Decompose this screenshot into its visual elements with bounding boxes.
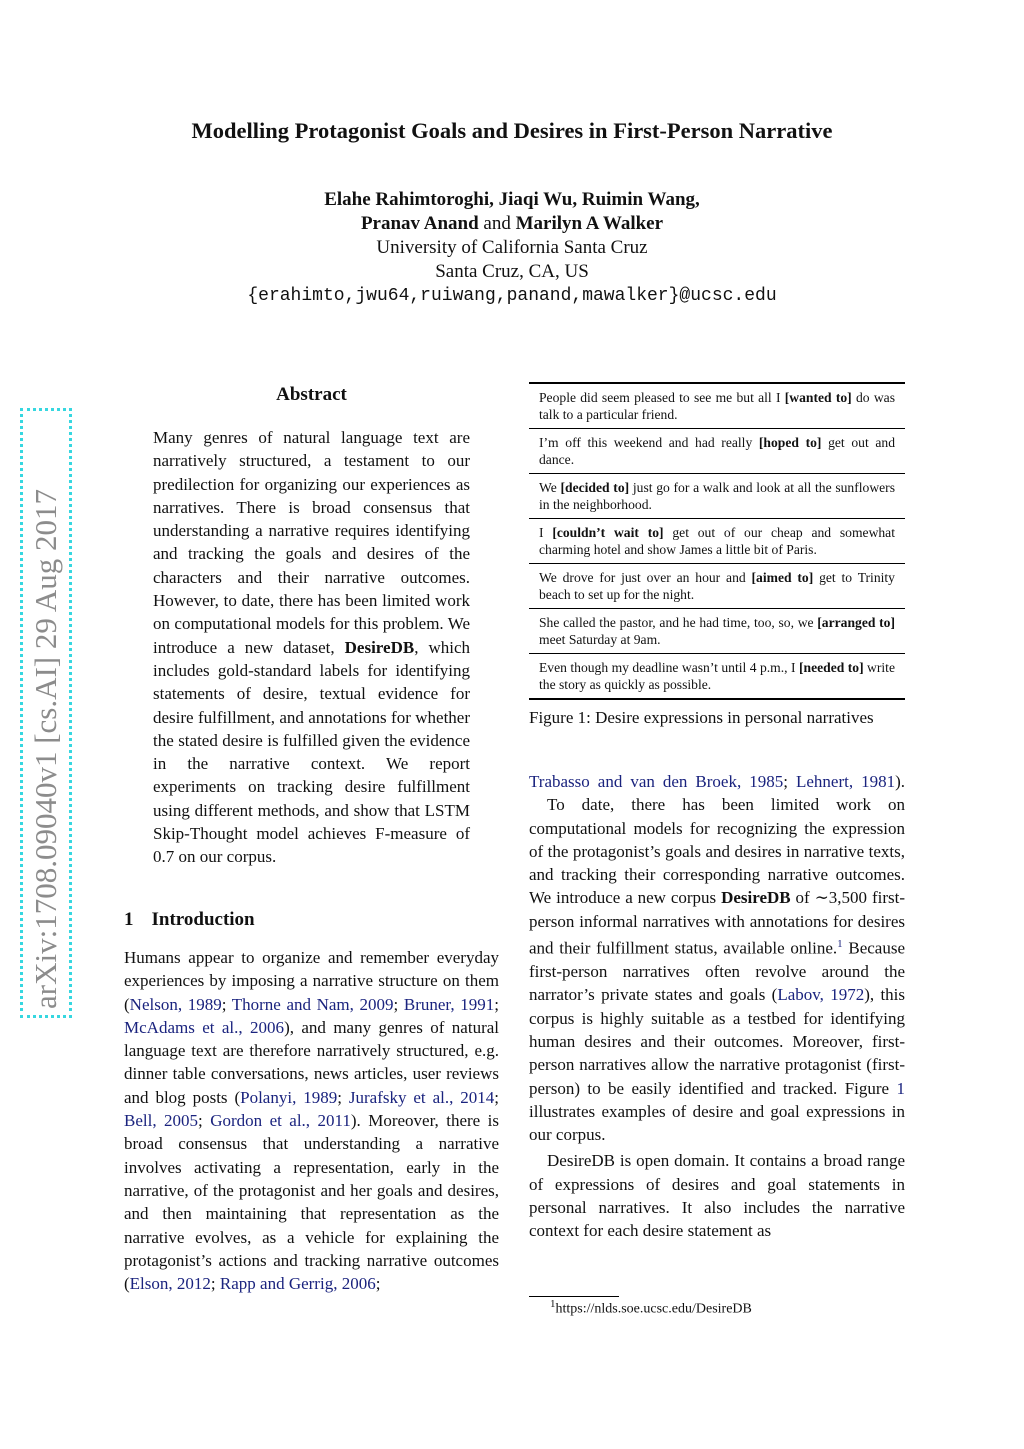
citation-link[interactable]: Elson, 2012 — [129, 1274, 211, 1294]
table-row — [529, 474, 905, 519]
paragraph: DesireDB is open domain. It contains a broad range of expressions of desires and goal statements in personal narratives. It also includes the narrative context for each desire statement as — [529, 1151, 905, 1241]
section-title: Introduction — [151, 909, 255, 930]
desire-phrase: [needed to] — [798, 660, 864, 675]
table-row — [529, 519, 905, 564]
table-row — [529, 383, 905, 429]
text-fragment: of ∼3,500 first-person informal narratives with annotations for desires and their fulfillment status, available online. — [529, 888, 905, 958]
citation-link[interactable]: Polanyi, 1989 — [240, 1087, 338, 1107]
section-heading-introduction — [124, 909, 255, 931]
table-cell: I’m off this weekend and had really [hoped to] get out and dance. — [529, 429, 905, 474]
authors-line-2 — [0, 212, 1024, 236]
citation-link[interactable]: Trabasso and van den Broek, 1985 — [529, 772, 784, 791]
author-pranav: Pranav Anand — [360, 213, 479, 234]
text-fragment: ), this corpus is highly suitable as a testbed for identifying human desires and their outcomes. Moreover, first-person narratives allow the narrative protagonist (first-person) to be easily identified and tracked. Figure — [529, 985, 906, 1098]
intro-paragraph: Humans appear to organize and remember everyday experiences by imposing a narrative structure on them (Nelson, 1989; Thorne and Nam, 2009; Bruner, 1991; McAdams et al., 2006), and many genres of natural language text are therefore narratively structured, e.g. dinner table conversations, news articles, user reviews and blog posts (Polanyi, 1989; Jurafsky et al., 2014; Bell, 2005; Gordon et al., 2011). Moreover, there is broad consensus that understanding a narrative involves activating a representation, early in the narrative, of the protagonist and her goals and desires, and then maintaining that representation as the narrative evolves, as a vehicle for explaining the protagonist’s actions and tracking narrative outcomes (Elson, 2012; Rapp and Gerrig, 2006; — [124, 948, 500, 1294]
desire-phrase: [decided to] — [560, 480, 630, 495]
intro-text-end: ; — [375, 1274, 381, 1294]
desire-phrase: [couldn’t wait to] — [552, 525, 664, 540]
text-fragment: ). — [895, 772, 906, 791]
table-cell: We drove for just over an hour and [aimed to] get to Trinity beach to set up for the night. — [529, 564, 905, 609]
desire-phrase: [wanted to] — [784, 390, 852, 405]
table-row — [529, 609, 905, 654]
desire-phrase: [aimed to] — [751, 570, 814, 585]
table-row — [529, 654, 905, 700]
and-word: and — [483, 213, 511, 234]
text-fragment: illustrates examples of desire and goal expressions in our corpus. — [529, 1101, 905, 1145]
desire-phrase: [hoped to] — [758, 435, 822, 450]
desire-phrase: [arranged to] — [817, 615, 895, 630]
desire-examples-table — [529, 382, 905, 700]
text-fragment: To date, there has been limited work on computational models for recognizing the expression of the protagonist’s goals and desires in narrative texts, and tracking their corresponding narrative outcomes. We introduce a new corpus — [529, 795, 905, 908]
footnote-mark: 1 — [550, 1298, 556, 1310]
footnote — [550, 1298, 752, 1318]
paper-title: Modelling Protagonist Goals and Desires in First-Person Narrative — [191, 118, 833, 143]
dataset-name: DesireDB — [344, 637, 415, 657]
abstract-heading: Abstract — [276, 384, 347, 405]
footnote-url[interactable]: https://nlds.soe.ucsc.edu/DesireDB — [555, 1301, 752, 1317]
intro-text-1: Humans appear to organize and remember everyday experiences by imposing a narrative structure on them ( — [124, 948, 499, 1014]
affiliation: University of California Santa Cruz — [376, 237, 648, 258]
figure-ref[interactable]: 1 — [896, 1078, 905, 1098]
citation-link[interactable]: Bell, 2005 — [124, 1111, 199, 1131]
citation-link[interactable]: Nelson, 1989 — [129, 994, 222, 1014]
abstract-text-2: , which includes gold-standard labels for identifying statements of desire, textual evidence for desire fulfillment, and annotations for whether the stated desire is fulfilled given the evidence in the narrative context. We report experiments on tracking desire fulfillment using different methods, and show that LSTM Skip-Thought model achieves F-measure of 0.7 on our corpus. — [153, 637, 471, 867]
intro-text-2: ), and many genres of natural language text are therefore narratively structured, e.g. dinner table conversations, news articles, user reviews and blog posts ( — [124, 1017, 500, 1107]
authors-line-1: Elahe Rahimtoroghi, Jiaqi Wu, Ruimin Wang, — [324, 189, 700, 210]
citation-link[interactable]: Gordon et al., 2011 — [210, 1111, 351, 1131]
citation-link[interactable]: McAdams et al., 2006 — [124, 1017, 285, 1037]
table-cell: I [couldn’t wait to] get out of our cheap and somewhat charming hotel and show James a little bit of Paris. — [529, 519, 905, 564]
author-marilyn: Marilyn A Walker — [515, 213, 664, 234]
footnote-rule — [529, 1296, 619, 1297]
citation-link[interactable]: Jurafsky et al., 2014 — [348, 1087, 495, 1107]
table-cell: She called the pastor, and he had time, too, so, we [arranged to] meet Saturday at 9am. — [529, 609, 905, 654]
citation-link[interactable]: Rapp and Gerrig, 2006 — [219, 1274, 376, 1294]
citation-link[interactable]: Bruner, 1991 — [403, 994, 495, 1014]
author-block — [0, 188, 1024, 308]
figure-1-table — [529, 382, 905, 700]
section-number: 1 — [124, 909, 134, 930]
abstract-body — [153, 426, 470, 869]
arxiv-stamp: arXiv:1708.09040v1 [cs.AI] 29 Aug 2017 — [20, 408, 72, 1018]
text-fragment: Because first-person narratives often revolve around the narrator’s private states and goals ( — [529, 938, 905, 1005]
table-cell: People did seem pleased to see me but all I [wanted to] do was talk to a particular friend. — [529, 383, 905, 429]
location: Santa Cruz, CA, US — [435, 261, 589, 282]
citation-link[interactable]: Lehnert, 1981 — [795, 772, 896, 791]
table-row — [529, 429, 905, 474]
intro-text-3: ). Moreover, there is broad consensus that understanding a narrative involves activating a representation, early in the narrative, of the protagonist and her goals and desires, and then maintaining that representation as the narrative evolves, as a vehicle for explaining the protagonist’s actions and tracking narrative outcomes ( — [124, 1111, 499, 1294]
citation-link[interactable]: Thorne and Nam, 2009 — [231, 994, 394, 1014]
corpus-name: DesireDB — [721, 888, 791, 908]
citation-link[interactable]: Labov, 1972 — [777, 985, 865, 1005]
author-emails: {erahimto,jwu64,ruiwang,panand,mawalker}@ucsc.edu — [247, 286, 777, 306]
table-row — [529, 564, 905, 609]
table-cell: We [decided to] just go for a walk and look at all the sunflowers in the neighborhood. — [529, 474, 905, 519]
abstract-text-1: Many genres of natural language text are narratively structured, a testament to our predilection for organizing our experiences as narratives. There is broad consensus that understanding a narrative requires identifying and tracking the goals and desires of the characters and their narrative outcomes. However, to date, there has been limited work on computational models for this problem. We introduce a new dataset, — [153, 428, 470, 657]
right-column-text: Trabasso and van den Broek, 1985; Lehnert, 1981). To date, there has been limited work on computational models for recognizing the expression of the protagonist’s goals and desires in narrative texts, and tracking their corresponding narrative outcomes. We introduce a new corpus DesireDB of ∼3,500 first-person informal narratives with annotations for desires and their fulfillment status, available online.$^1$ Because first-person narratives often revolve around the narrator’s private states and goals (Labov, 1972), this corpus is highly suitable as a testbed for identifying human desires and their outcomes. Moreover, first-person narratives allow the narrative protagonist (first-person) to be easily identified and tracked. Figure 1 illustrates examples of desire and goal expressions in our corpus. DesireDB is open domain. It contains a broad range of expressions of desires and goal statements in personal narratives. It also includes the narrative context for each desire statement as — [529, 770, 905, 1243]
paragraph — [529, 793, 905, 1146]
footnote-ref[interactable]: 1 — [837, 938, 843, 951]
figure-1-caption: Figure 1: Desire expressions in personal narratives — [529, 708, 874, 727]
table-cell: Even though my deadline wasn’t until 4 p.m., I [needed to] write the story as quickly as possible. — [539, 660, 895, 692]
